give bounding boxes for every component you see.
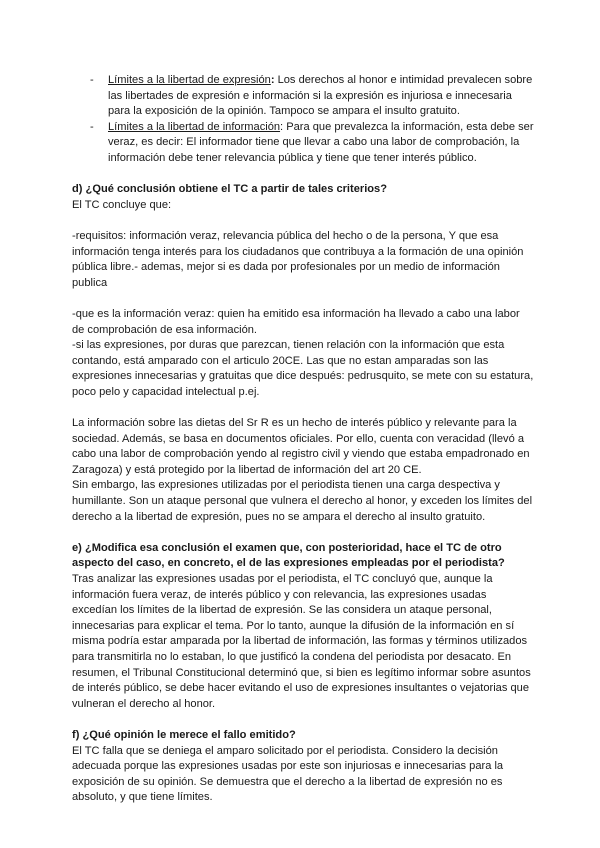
spacer — [72, 291, 534, 307]
list-item-title: Límites a la libertad de expresión — [108, 74, 271, 86]
dash-bullet: - — [90, 74, 94, 86]
section-d-paragraph: -que es la información veraz: quien ha emitido esa información ha llevado a cabo una labor de comprobación de esa información. — [72, 307, 520, 336]
limits-list — [72, 73, 534, 167]
list-item-text: Para que prevalezca la información, esta debe ser veraz, es decir: El informador tiene que llevar a cabo una labor de comprobación, la información debe tener relevancia pública y tiene que tener interés público. — [108, 120, 534, 164]
section-d-paragraph: La información sobre las dietas del Sr R es un hecho de interés público y relevante para la sociedad. Además, se basa en documentos oficiales. Por ello, cuenta con veracidad (llevó a cabo una labor de comprobación yendo al registro civil y viendo que estaba empadronado en Zaragoza) y está protegido por la libertad de información del art 20 CE. — [72, 417, 530, 476]
spacer — [72, 213, 534, 229]
spacer — [72, 712, 534, 728]
spacer — [72, 400, 534, 416]
list-item-text: Los derechos al honor e intimidad prevalecen sobre las libertades de expresión e información si la expresión es injuriosa e innecesaria para la exposición de la opinión. Tampoco se ampara el insulto gratuito. — [108, 74, 533, 118]
section-f-heading: f) ¿Qué opinión le merece el fallo emitido? — [72, 728, 296, 741]
dash-bullet: - — [90, 120, 94, 133]
section-f-paragraph: El TC falla que se deniega el amparo solicitado por el periodista. Considero la decisión adecuada porque las expresiones usadas por este son injuriosas e innecesarias para la exposición de su opinión. Se demuestra que el derecho a la libertad de expresión no es absoluto, y que tiene límites. — [72, 744, 504, 804]
list-item — [72, 120, 534, 167]
spacer — [72, 525, 534, 541]
section-e-heading: e) ¿Modifica esa conclusión el examen que, con posterioridad, hace el TC de otro aspecto del caso, en concreto, el de las expresiones empleadas por el periodista? — [72, 541, 505, 570]
section-e-paragraph: Tras analizar las expresiones usadas por el periodista, el TC concluyó que, aunque la información fuera veraz, de interés público y con relevancia, las expresiones usadas excedían los límites de la libertad de expresión. Se las considera un ataque personal, innecesarias para explicar el tema. Por lo tanto, aunque la difusión de la información en sí misma podría estar amparada por la libertad de información, las formas y términos utilizados para transmitirla no lo estaban, lo que justificó la condena del periodista por desacato. En resumen, el Tribunal Constitucional determinó que, si bien es legítimo informar sobre asuntos de interés público, se debe hacer evitando el uso de expresiones insultantes o vejatorias que vulneran el derecho al honor. — [72, 573, 531, 710]
list-item-separator: : — [280, 120, 284, 133]
list-item — [72, 73, 534, 120]
section-d-paragraph: -requisitos: información veraz, relevancia pública del hecho o de la persona, Y que esa información tenga interés para los ciudadanos que contribuya a la formación de una opinión pública libre.- ademas, mejor si es dada por profesionales por un medio de información publica — [72, 229, 524, 289]
list-item-title: Límites a la libertad de información — [108, 120, 281, 133]
list-item-separator: : — [270, 74, 275, 86]
section-d-heading: d) ¿Qué conclusión obtiene el TC a partir de tales criterios? — [72, 183, 388, 196]
spacer — [72, 167, 534, 183]
document-body — [72, 73, 534, 806]
section-d-intro: El TC concluye que: — [72, 198, 172, 211]
section-d-paragraph: -si las expresiones, por duras que parezcan, tienen relación con la información que esta contando, está amparado con el articulo 20CE. Las que no estan amparadas son las expresiones innecesarias y gratuitas que dice después: pedrusquito, se mete con su estatura, poco pelo y capacidad intelectual p.ej. — [72, 339, 534, 398]
section-d-paragraph: Sin embargo, las expresiones utilizadas por el periodista tienen una carga despectiva y humillante. Son un ataque personal que vulnera el derecho al honor, y exceden los límites del derecho a la libertad de expresión, pues no se ampara el derecho al insulto gratuito. — [72, 479, 533, 523]
